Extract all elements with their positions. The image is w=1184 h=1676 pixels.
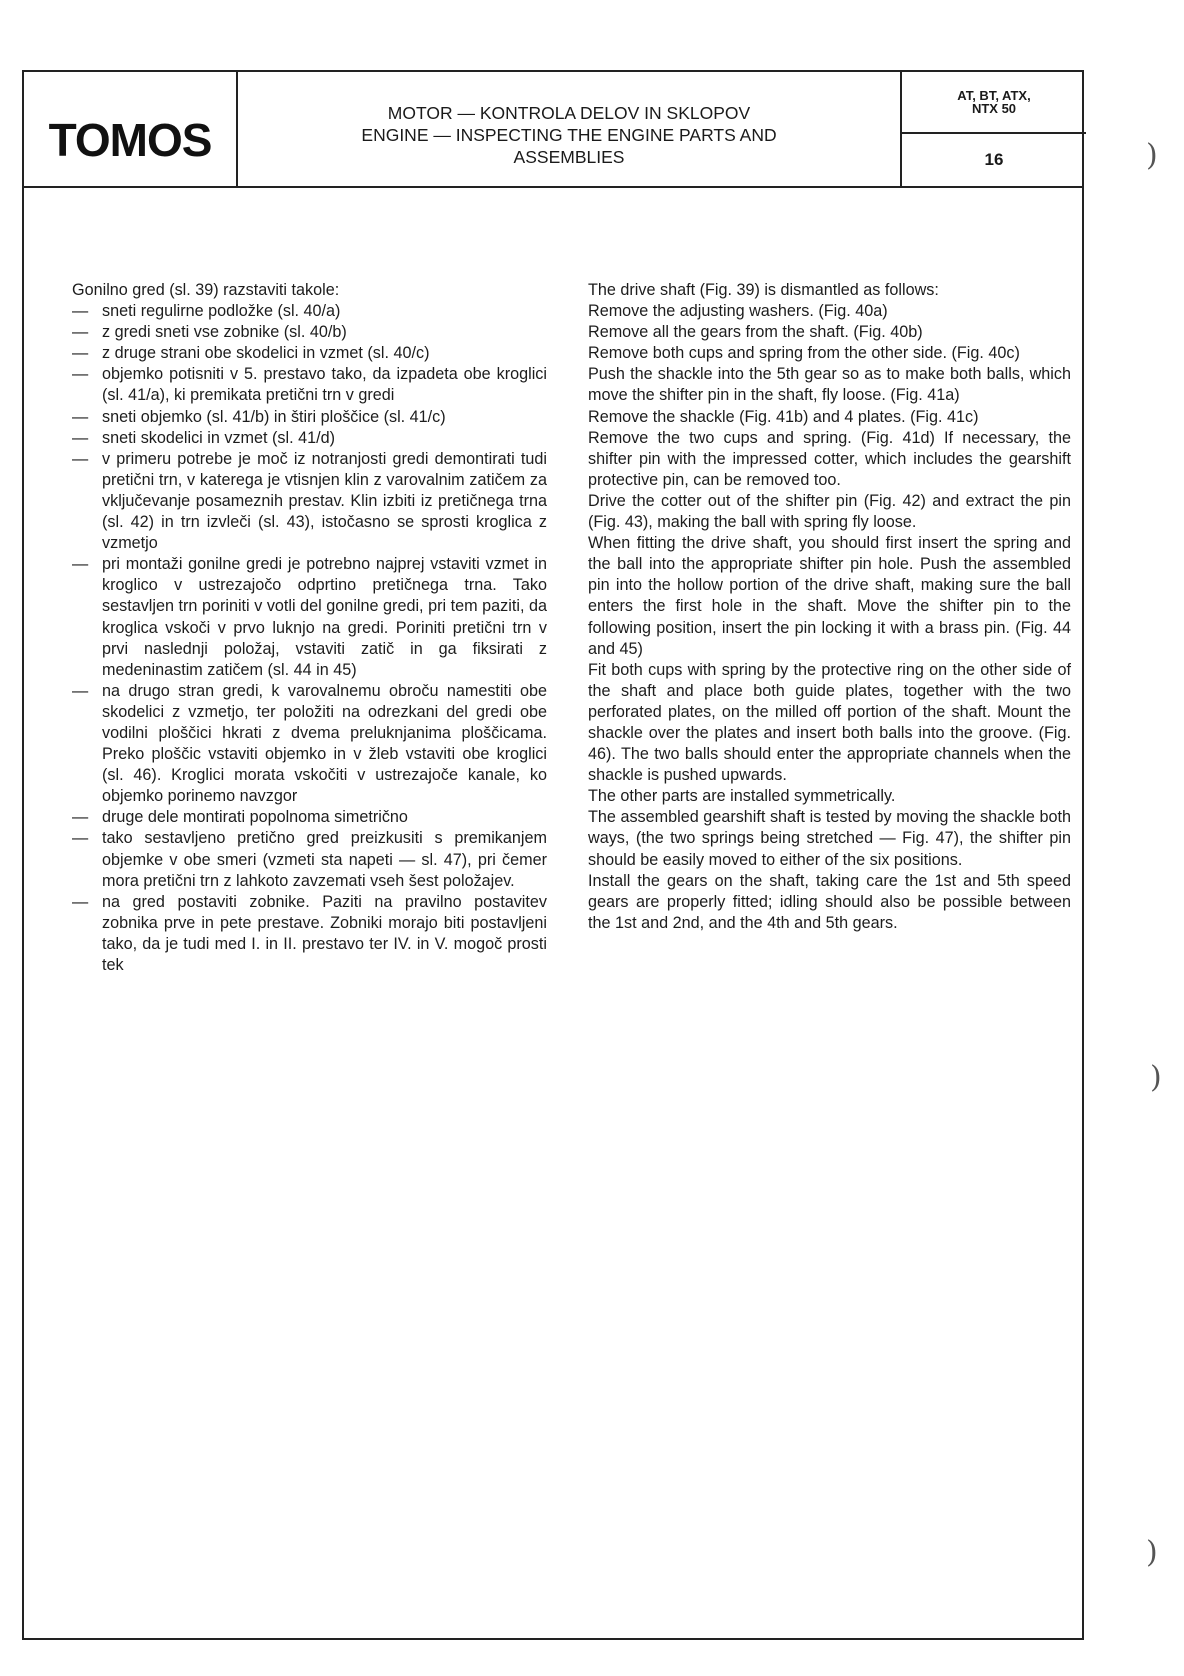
tomos-logo: TOMOS — [48, 114, 212, 166]
page-number: 16 — [984, 150, 1004, 169]
header-table — [24, 72, 1082, 188]
right-paragraph: The other parts are installed symmetrically. — [588, 787, 896, 806]
right-paragraph: When fitting the drive shaft, you should first insert the spring and the ball into the appropriate shifter pin hole. Push the assembled pin into the hollow portion of the drive shaft, making sure the ball enters the first hole in the shaft. Move the shifter pin to the following position, insert the pin locking it with a brass pin. (Fig. 44 and 45) — [588, 534, 1071, 658]
logo-cell — [24, 72, 238, 186]
title-line-2: ENGINE — INSPECTING THE ENGINE PARTS AND — [361, 125, 777, 145]
document-title — [238, 72, 902, 186]
right-paragraph: Install the gears on the shaft, taking care the 1st and 5th speed gears are properly fitted; idling should also be possible between the 1st and 2nd, and the 4th and 5th gears. — [588, 871, 1071, 932]
right-paragraph: Remove all the gears from the shaft. (Fig. 40b) — [588, 323, 923, 342]
left-list-item: — objemko potisniti v 5. prestavo tako, da izpadeta obe kroglici (sl. 41/a), ki premikata pretični trn v gredi — [72, 365, 547, 405]
binder-mark-decoration: ) — [1150, 1060, 1162, 1095]
right-paragraph: Fit both cups with spring by the protective ring on the other side of the shaft and place both guide plates, together with the two perforated plates, on the milled off portion of the shaft. Mount the shackle over the plates and insert both balls into the groove. (Fig. 46). The two balls should enter the appropriate channels when the shackle is pushed upwards. — [588, 660, 1071, 785]
slovenian-column — [72, 280, 547, 976]
right-paragraph: Drive the cotter out of the shifter pin (Fig. 42) and extract the pin (Fig. 43), making the ball with spring fly loose. — [588, 491, 1071, 532]
model-list — [902, 72, 1086, 134]
left-list-item: — sneti skodelici in vzmet (sl. 41/d) — [72, 428, 336, 447]
model-line-2: NTX 50 — [971, 101, 1017, 116]
left-list-item: — z gredi sneti vse zobnike (sl. 40/b) — [72, 323, 347, 342]
english-column — [588, 280, 1071, 934]
page-frame — [22, 70, 1084, 1640]
title-line-1: MOTOR — KONTROLA DELOV IN SKLOPOV — [387, 103, 751, 123]
right-paragraph: The drive shaft (Fig. 39) is dismantled as follows: — [588, 281, 939, 299]
left-list-item: — sneti regulirne podložke (sl. 40/a) — [72, 302, 341, 321]
right-paragraph: Remove the two cups and spring. (Fig. 41d) If necessary, the shifter pin with the impressed cotter, which includes the gearshift protective pin, can be removed too. — [588, 428, 1071, 489]
right-paragraph: Remove both cups and spring from the other side. (Fig. 40c) — [588, 344, 1020, 363]
left-list-item: — z druge strani obe skodelici in vzmet (sl. 40/c) — [72, 344, 430, 363]
right-paragraph: Remove the shackle (Fig. 41b) and 4 plates. (Fig. 41c) — [588, 407, 979, 426]
left-list-item: — na gred postaviti zobnike. Paziti na pravilno postavitev zobnika prve in pete prestave. Zobniki morajo biti postavljeni tako, da je tudi med I. in II. prestavo ter IV. in V. mogoč prosti tek — [72, 892, 547, 974]
right-paragraph: Remove the adjusting washers. (Fig. 40a) — [588, 302, 888, 321]
left-list-item: — v primeru potrebe je moč iz notranjosti gredi demontirati tudi pretični trn, v katerega je vtisnjen klin z varovalnim zatičem za vključevanje posameznih prestav. Klin izbiti iz pretičnega trna (sl. 42) in trn izvleči (sl. 43), istočasno se sprosti kroglica z vzmetjo — [72, 449, 547, 553]
left-list-item: — tako sestavljeno pretično gred preizkusiti s premikanjem objemke v obe smeri (vzmeti sta napeti — sl. 47), pri čemer mora pretični trn z lahkoto zavzemati vseh šest položajev. — [72, 829, 547, 890]
model-cell — [902, 72, 1086, 186]
left-intro: Gonilno gred (sl. 39) razstaviti takole: — [72, 281, 340, 299]
left-list-item: — druge dele montirati popolnoma simetrično — [72, 808, 408, 827]
left-list-item: — na drugo stran gredi, k varovalnemu obroču namestiti obe skodelici z vzmetjo, ter položiti na odrezkani del gredi obe vodilni ploščici hkrati z dvema preluknjanima ploščicama. Preko ploščic vstaviti objemko in v žleb vstaviti obe kroglici (sl. 46). Kroglici morata vskočiti v ustrezajoče kanale, ko objemko porinemo navzgor — [72, 681, 547, 806]
left-list-item: — sneti objemko (sl. 41/b) in štiri ploščice (sl. 41/c) — [72, 407, 446, 426]
left-list-item: — pri montaži gonilne gredi je potrebno najprej vstaviti vzmet in kroglico v ustrezajočo odprtino pretičnega trna. Tako sestavljen trn poriniti v votli del gonilne gredi, pri tem paziti, da kroglica vskoči v prvo luknjo na gredi. Poriniti pretični trn v prvi naslednji položaj, vstaviti zatič in ga fiksirati z medeninastim zatičem (sl. 44 in 45) — [72, 555, 547, 679]
model-line-1: AT, BT, ATX, — [957, 88, 1031, 103]
binder-mark-decoration: ) — [1146, 138, 1158, 173]
right-paragraph: Push the shackle into the 5th gear so as to make both balls, which move the shifter pin in the shaft, fly loose. (Fig. 41a) — [588, 365, 1071, 405]
right-paragraph: The assembled gearshift shaft is tested by moving the shackle both ways, (the two springs being stretched — Fig. 47), the shifter pin should be easily moved to either of the six positions. — [588, 808, 1071, 869]
title-line-3: ASSEMBLIES — [513, 147, 625, 167]
binder-mark-decoration: ) — [1146, 1535, 1158, 1570]
